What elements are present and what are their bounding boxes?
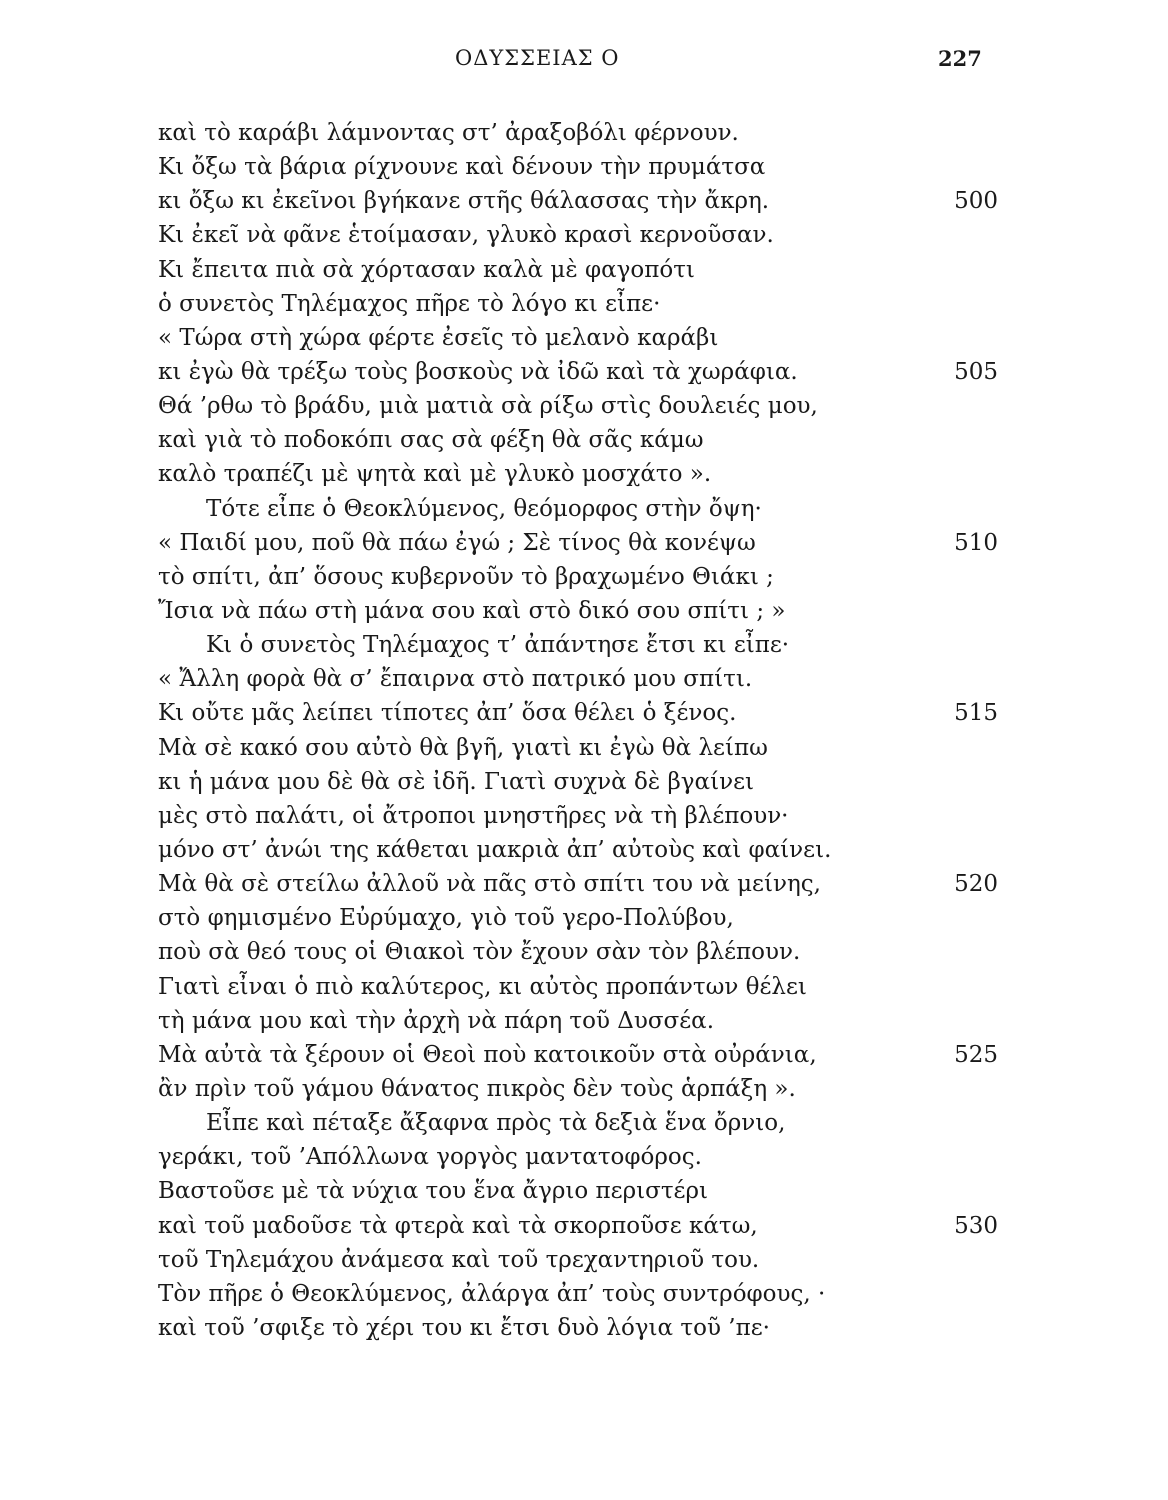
verse-text: κι ὄξω κι ἐκεῖνοι βγήκανε στῆς θάλασσας τὴν ἄκρη. — [158, 188, 770, 215]
verse-line — [0, 628, 1168, 662]
verse-line — [0, 1174, 1168, 1208]
verse-line — [0, 1106, 1168, 1140]
verse-line — [0, 662, 1168, 696]
verse-text: Μὰ θὰ σὲ στείλω ἀλλοῦ νὰ πᾶς στὸ σπίτι του νὰ μείνης, — [158, 871, 821, 898]
line-number: 510 — [954, 529, 998, 556]
verse-text: γεράκι, τοῦ ’Απόλλωνα γοργὸς μαντατοφόρος. — [158, 1144, 702, 1171]
verse-line — [0, 1140, 1168, 1174]
verse-line — [0, 184, 1168, 218]
page-number: 227 — [938, 46, 982, 71]
verse-text: Εἶπε καὶ πέταξε ἄξαφνα πρὸς τὰ δεξιὰ ἕνα ὄρνιο, — [206, 1110, 786, 1137]
verse-text: Κι ὁ συνετὸς Τηλέμαχος τ’ ἀπάντησε ἔτσι κι εἶπε· — [206, 632, 790, 659]
verse-line — [0, 867, 1168, 901]
verse-line — [0, 901, 1168, 935]
verse-line — [0, 1209, 1168, 1243]
verse-line — [0, 1072, 1168, 1106]
verse-text: κι ἡ μάνα μου δὲ θὰ σὲ ἰδῆ. Γιατὶ συχνὰ δὲ βγαίνει — [158, 768, 755, 795]
verse-text: « Παιδί μου, ποῦ θὰ πάω ἐγώ ; Σὲ τίνος θὰ κονέψω — [158, 529, 756, 556]
verse-text: ποὺ σὰ θεό τους οἱ Θιακοὶ τὸν ἔχουν σὰν τὸν βλέπουν. — [158, 939, 801, 966]
verse-line — [0, 218, 1168, 252]
verse-text: Μὰ αὐτὰ τὰ ξέρουν οἱ Θεοὶ ποὺ κατοικοῦν στὰ οὐράνια, — [158, 1041, 817, 1068]
line-number: 525 — [954, 1041, 998, 1068]
verse-line — [0, 696, 1168, 730]
verse-text: στὸ φημισμένο Εὐρύμαχο, γιὸ τοῦ γερο-Πολύβου, — [158, 905, 734, 932]
verse-text: μόνο στ’ ἀνώι της κάθεται μακριὰ ἀπ’ αὐτοὺς καὶ φαίνει. — [158, 836, 832, 863]
verse-text: καὶ τὸ καράβι λάμνοντας στ’ ἀραξοβόλι φέρνουν. — [158, 120, 739, 146]
verse-line — [0, 116, 1168, 150]
verse-line — [0, 321, 1168, 355]
verse-line — [0, 833, 1168, 867]
verse-line — [0, 765, 1168, 799]
verse-text: Κι ὄξω τὰ βάρια ρίχνουνε καὶ δένουν τὴν πρυμάτσα — [158, 154, 766, 181]
verse-text: Μὰ σὲ κακό σου αὐτὸ θὰ βγῆ, γιατὶ κι ἐγὼ θὰ λείπω — [158, 734, 768, 761]
verse-text: Θά ’ρθω τὸ βράδυ, μιὰ ματιὰ σὰ ρίξω στὶς δουλειές μου, — [158, 393, 818, 420]
verse-text: Τότε εἶπε ὁ Θεοκλύμενος, θεόμορφος στὴν ὄψη· — [206, 495, 762, 522]
verse-text: Βαστοῦσε μὲ τὰ νύχια του ἕνα ἄγριο περιστέρι — [158, 1178, 709, 1205]
verse-line — [0, 1243, 1168, 1277]
verse-text: Κι ἔπειτα πιὰ σὰ χόρτασαν καλὰ μὲ φαγοπότι — [158, 256, 695, 283]
verse-text: Κι οὔτε μᾶς λείπει τίποτες ἀπ’ ὅσα θέλει ὁ ξένος. — [158, 700, 737, 727]
verse-text: καὶ τοῦ μαδοῦσε τὰ φτερὰ καὶ τὰ σκορποῦσε κάτω, — [158, 1212, 758, 1239]
line-number: 515 — [954, 700, 998, 727]
verse-line — [0, 389, 1168, 423]
verse-line — [0, 423, 1168, 457]
verse-text: τοῦ Τηλεμάχου ἀνάμεσα καὶ τοῦ τρεχαντηριοῦ του. — [158, 1246, 760, 1273]
verse-text: Γιατὶ εἶναι ὁ πιὸ καλύτερος, κι αὐτὸς προπάντων θέλει — [158, 973, 807, 1000]
verse-text: Τὸν πῆρε ὁ Θεοκλύμενος, ἀλάργα ἀπ’ τοὺς συντρόφους, · — [158, 1280, 826, 1307]
verse-line — [0, 970, 1168, 1004]
verse-line — [0, 1311, 1168, 1345]
verse-text: κι ἐγὼ θὰ τρέξω τοὺς βοσκοὺς νὰ ἰδῶ καὶ τὰ χωράφια. — [158, 358, 798, 385]
line-number: 520 — [954, 871, 998, 898]
verse-text: καλὸ τραπέζι μὲ ψητὰ καὶ μὲ γλυκὸ μοσχάτο ». — [158, 461, 712, 488]
verse-line — [0, 287, 1168, 321]
verse-line — [0, 799, 1168, 833]
verse-block — [0, 116, 1168, 1345]
line-number: 505 — [954, 358, 998, 385]
verse-line — [0, 457, 1168, 491]
line-number: 530 — [954, 1212, 998, 1239]
verse-line — [0, 935, 1168, 969]
verse-text: Ἴσια νὰ πάω στὴ μάνα σου καὶ στὸ δικό σου σπίτι ; » — [158, 597, 786, 624]
verse-line — [0, 1277, 1168, 1311]
running-header-title: ΟΔΥΣΣΕΙΑΣ Ο — [455, 46, 620, 70]
verse-line — [0, 492, 1168, 526]
verse-line — [0, 253, 1168, 287]
verse-line — [0, 1038, 1168, 1072]
verse-text: καὶ γιὰ τὸ ποδοκόπι σας σὰ φέξη θὰ σᾶς κάμω — [158, 427, 704, 454]
verse-text: τὴ μάνα μου καὶ τὴν ἀρχὴ νὰ πάρη τοῦ Δυσσέα. — [158, 1007, 715, 1034]
verse-line — [0, 150, 1168, 184]
verse-text: « Τώρα στὴ χώρα φέρτε ἐσεῖς τὸ μελανὸ καράβι — [158, 324, 719, 351]
verse-line — [0, 594, 1168, 628]
verse-text: μὲς στὸ παλάτι, οἱ ἄτροποι μνηστῆρες νὰ τὴ βλέπουν· — [158, 802, 789, 829]
verse-text: Κι ἐκεῖ νὰ φᾶνε ἑτοίμασαν, γλυκὸ κρασὶ κερνοῦσαν. — [158, 222, 774, 249]
verse-line — [0, 560, 1168, 594]
verse-line — [0, 731, 1168, 765]
verse-text: ἂν πρὶν τοῦ γάμου θάνατος πικρὸς δὲν τοὺς ἁρπάξη ». — [158, 1075, 796, 1102]
verse-text: « Ἄλλη φορὰ θὰ σ’ ἔπαιρνα στὸ πατρικό μου σπίτι. — [158, 666, 753, 693]
verse-line — [0, 526, 1168, 560]
verse-text: καὶ τοῦ ’σφιξε τὸ χέρι του κι ἔτσι δυὸ λόγια τοῦ ’πε· — [158, 1314, 770, 1341]
verse-text: ὁ συνετὸς Τηλέμαχος πῆρε τὸ λόγο κι εἶπε· — [158, 290, 661, 317]
verse-line — [0, 355, 1168, 389]
line-number: 500 — [954, 188, 998, 215]
verse-line — [0, 1004, 1168, 1038]
verse-text: τὸ σπίτι, ἀπ’ ὅσους κυβερνοῦν τὸ βραχωμένο Θιάκι ; — [158, 563, 774, 590]
